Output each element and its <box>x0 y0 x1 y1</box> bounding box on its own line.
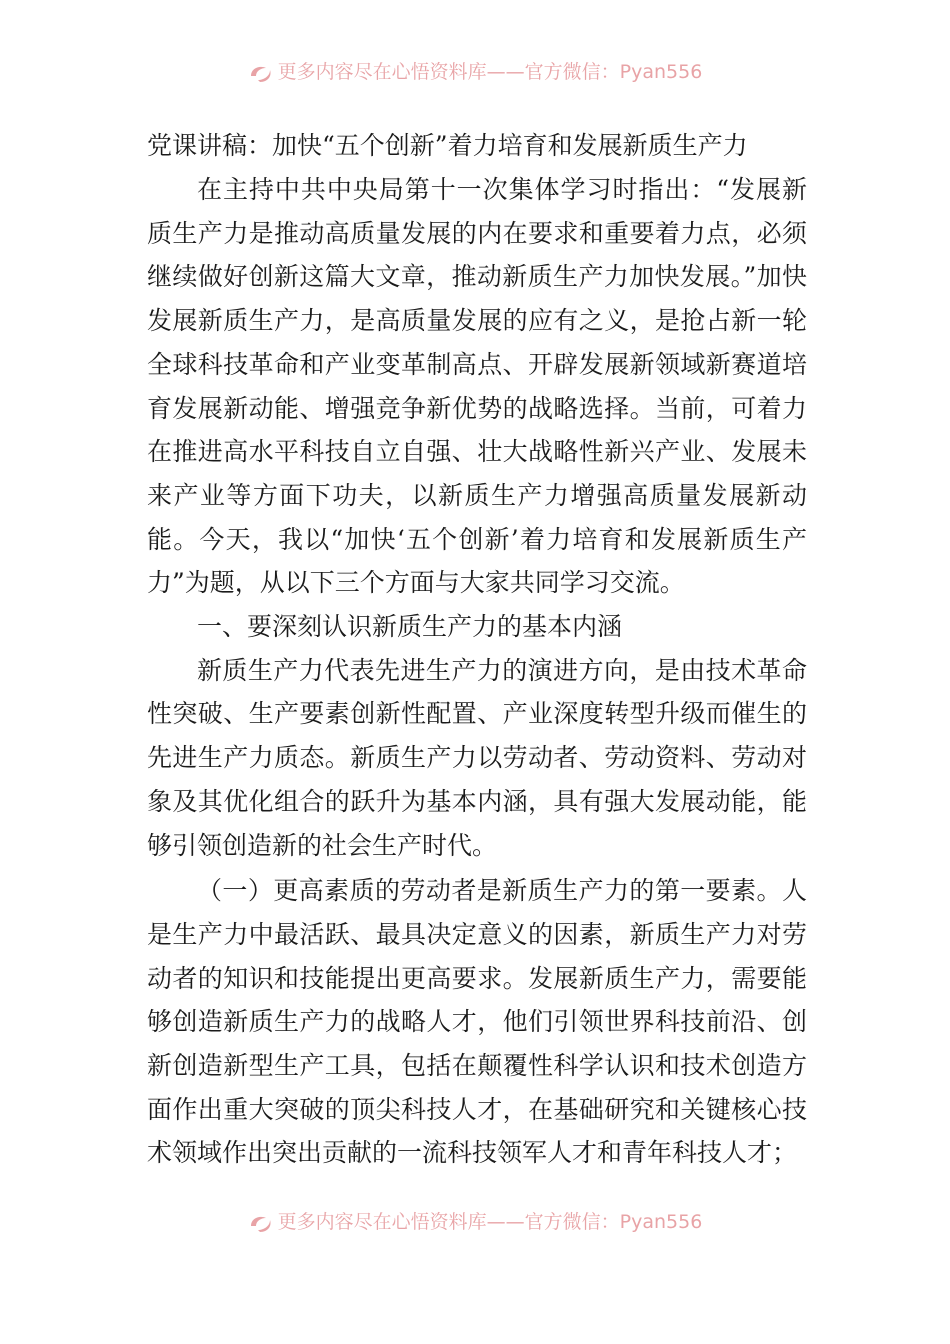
header-watermark <box>0 57 950 87</box>
header-watermark-text: 更多内容尽在心悟资料库——官方微信：Pyan556 <box>277 61 703 83</box>
paragraph-definition: 新质生产力代表先进生产力的演进方向，是由技术革命性突破、生产要素创新性配置、产业深度转型升级而催生的先进生产力质态。新质生产力以劳动者、劳动资料、劳动对象及其优化组合的跃升为基本内涵，具有强大发展动能，能够引领创造新的社会生产时代。 <box>147 655 807 860</box>
section-heading-1: 一、要深刻认识新质生产力的基本内涵 <box>197 612 623 642</box>
watermark-logo-icon <box>248 1212 274 1234</box>
paragraph-subsection-1: （一）更高素质的劳动者是新质生产力的第一要素。人是生产力中最活跃、最具决定意义的因素，新质生产力对劳动者的知识和技能提出更高要求。发展新质生产力，需要能够创造新质生产力的战略人才，他们引领世界科技前沿、创新创造新型生产工具，包括在颠覆性科学认识和技术创造方面作出重大突破的顶尖科技人才，在基础研究和关键核心技术领域作出突出贡献的一流科技领军人才和青年科技人才； <box>147 876 807 1168</box>
footer-watermark <box>0 1207 950 1237</box>
paragraph-intro: 在主持中共中央局第十一次集体学习时指出：“发展新质生产力是推动高质量发展的内在要求和重要着力点，必须继续做好创新这篇大文章，推动新质生产力加快发展。”加快发展新质生产力，是高质量发展的应有之义，是抢占新一轮全球科技革命和产业变革制高点、开辟发展新领域新赛道培育发展新动能、增强竞争新优势的战略选择。当前，可着力在推进高水平科技自立自强、壮大战略性新兴产业、发展未来产业等方面下功夫，以新质生产力增强高质量发展新动能。今天，我以“加快‘五个创新’着力培育和发展新质生产力”为题，从以下三个方面与大家共同学习交流。 <box>147 175 807 598</box>
watermark-logo-icon <box>248 62 274 84</box>
document-body <box>147 168 807 1175</box>
document-title: 党课讲稿：加快“五个创新”着力培育和发展新质生产力 <box>147 131 748 160</box>
footer-watermark-text: 更多内容尽在心悟资料库——官方微信：Pyan556 <box>277 1211 703 1233</box>
